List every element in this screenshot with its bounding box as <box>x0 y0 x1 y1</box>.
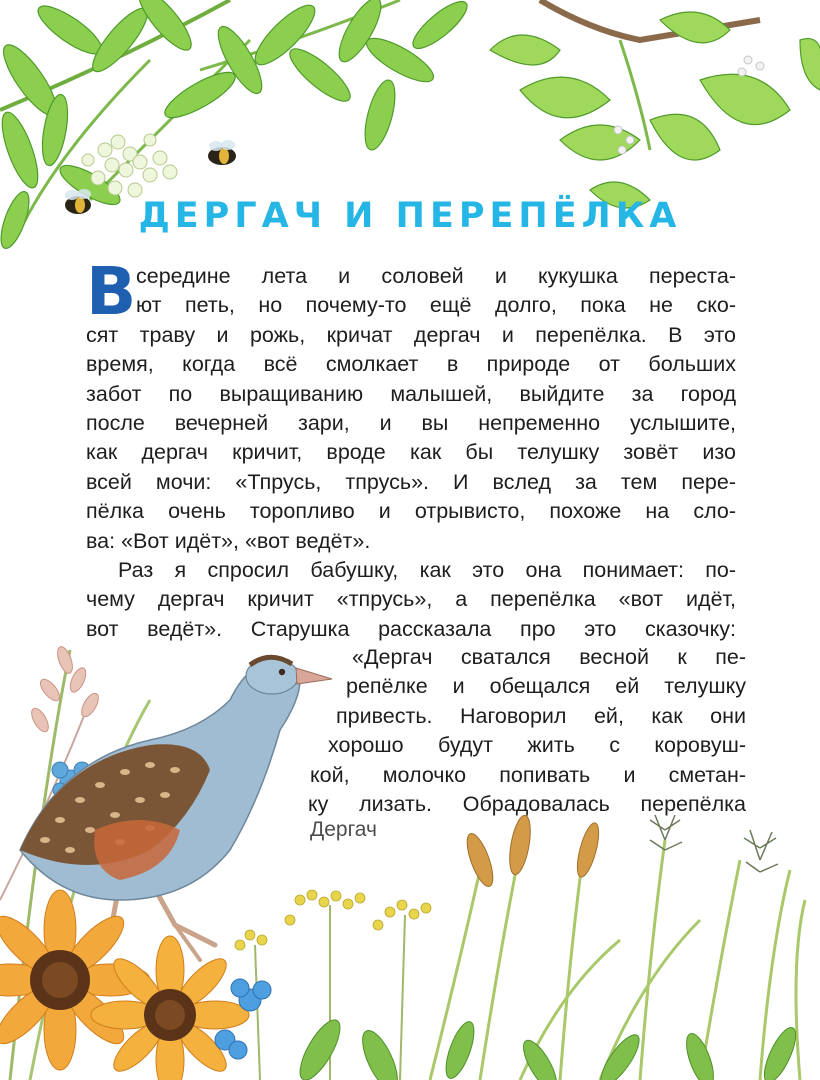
paragraph-intro <box>86 253 736 556</box>
paragraph-tale <box>300 643 746 819</box>
bumblebee-icon <box>208 140 236 165</box>
paragraph-line: середине лета и соловей и кукушка переста- <box>136 264 736 288</box>
sunflower-icon <box>91 936 249 1080</box>
paragraph-line: ва: «Вот идёт», «вот ведёт». <box>86 528 371 553</box>
paragraph-line: пёлка очень торопливо и отрывисто, похоже на сло- <box>86 499 736 524</box>
paragraph-grandmother <box>86 556 736 644</box>
paragraph-line: репёлке и обещался ей телушку <box>346 674 746 699</box>
paragraph-line: после вечерней зари, и вы непременно услышите, <box>86 410 736 435</box>
paragraph-line: забот по выращиванию малышей, выйдите за город <box>86 381 736 406</box>
paragraph-line: чему дергач кричит «тпрусь», а перепёлка «вот идёт, <box>86 587 736 612</box>
paragraph-line: ют петь, но почему-то ещё долго, пока не ско- <box>136 293 736 318</box>
paragraph-line: как дергач кричит, вроде как бы телушку зовёт изо <box>86 440 736 465</box>
paragraph-line: время, когда всё смолкает в природе от больших <box>86 352 736 377</box>
paragraph-line: вот ведёт». Старушка рассказала про это сказочку: <box>86 616 736 641</box>
paragraph-line: Раз я спросил бабушку, как это она понимает: по- <box>118 558 736 582</box>
paragraph-line: привесть. Наговорил ей, как они <box>336 703 746 728</box>
page-title: ДЕРГАЧ И ПЕРЕПЁЛКА <box>138 196 682 236</box>
paragraph-line: ку лизать. Обрадовалась перепёлка <box>308 791 746 816</box>
illustration-caption: Дергач <box>310 818 377 841</box>
paragraph-line: хорошо будут жить с коровуш- <box>328 733 746 758</box>
paragraph-line: всей мочи: «Тпрусь, тпрусь». И вслед за тем пере- <box>86 469 736 494</box>
paragraph-line: сят траву и рожь, кричат дергач и перепёлка. В это <box>86 322 736 347</box>
paragraph-line: кой, молочко попивать и сметан- <box>310 762 746 787</box>
drop-cap-letter: В <box>86 253 137 330</box>
paragraph-line: «Дергач сватался весной к пе- <box>352 645 746 669</box>
